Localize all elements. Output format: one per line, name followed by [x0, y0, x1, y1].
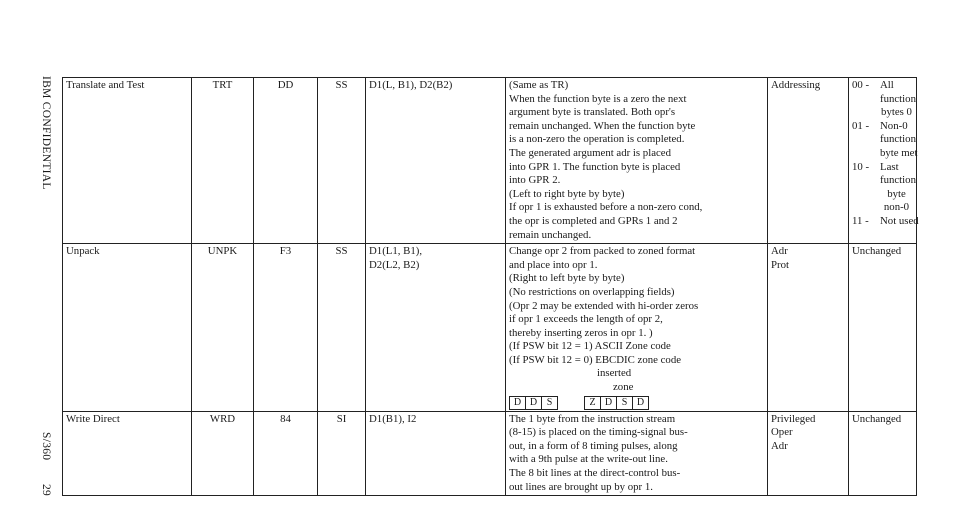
opcode: DD — [254, 78, 318, 244]
exception-item: Addressing — [771, 79, 821, 91]
format-diagram — [509, 396, 764, 410]
cc-entry — [852, 161, 913, 175]
description-line: When the function byte is a zero the next — [509, 92, 687, 105]
format-box: S — [546, 396, 553, 408]
table-row-trt — [63, 78, 917, 244]
cc-entry — [852, 92, 916, 107]
format-box: S — [617, 397, 633, 409]
cc-code — [852, 133, 878, 147]
description-line: the opr is completed and GPRs 1 and 2 — [509, 214, 678, 227]
condition-code: Unchanged — [849, 411, 917, 496]
cc-text: bytes 0 — [881, 106, 912, 119]
format-box: D — [510, 397, 526, 409]
condition-code: Unchanged — [849, 244, 917, 412]
cc-text: Non-0 — [880, 119, 908, 132]
format: SI — [318, 411, 366, 496]
exception-item: Prot — [771, 258, 789, 271]
description-line: (No restrictions on overlapping fields) — [509, 285, 675, 298]
cc-entry — [852, 79, 913, 93]
description — [506, 411, 768, 496]
table-row-unpk — [63, 244, 917, 412]
cc-text: non-0 — [883, 201, 910, 214]
description-line: remain unchanged. — [509, 228, 592, 241]
description-line: (If PSW bit 12 = 1) ASCII Zone code — [509, 340, 671, 353]
description-line: (Right to left byte by byte) — [509, 272, 625, 285]
operand-line: D1(L1, B1), — [369, 245, 423, 258]
cc-code — [852, 93, 878, 107]
cc-code: 00 - — [852, 79, 870, 91]
cc-text: function — [880, 92, 916, 105]
zoned-format-boxes — [584, 396, 649, 410]
mnemonic: UNPK — [192, 244, 254, 412]
zone-label: zone — [613, 381, 634, 394]
exceptions — [768, 411, 849, 496]
cc-text: function — [880, 174, 916, 187]
description-line: and place into opr 1. — [509, 258, 598, 271]
cc-text: byte — [887, 187, 906, 200]
format-box: D — [526, 397, 542, 409]
cc-entry — [852, 146, 918, 161]
description-line: (Opr 2 may be extended with hi-order zeros — [509, 299, 699, 312]
operand-line: D2(L2, B2) — [369, 258, 420, 271]
series-label: S/360 — [40, 432, 52, 461]
confidential-label: IBM CONFIDENTIAL — [40, 76, 52, 190]
exceptions — [768, 244, 849, 412]
description-line: (If PSW bit 12 = 0) EBCDIC zone code — [509, 353, 682, 366]
instruction-name: Unpack — [63, 244, 192, 412]
cc-code — [852, 201, 878, 215]
cc-code: 01 - — [852, 119, 870, 132]
description-line: (Left to right byte by byte) — [509, 187, 625, 200]
cc-code — [852, 106, 878, 120]
description-line: with a 9th pulse at the write-out line. — [509, 453, 668, 466]
description-line: out, in a form of 8 timing pulses, along — [509, 439, 678, 452]
operand-line: D1(B1), I2 — [369, 412, 417, 425]
cc-entry — [852, 174, 916, 188]
cc-code: 10 - — [852, 160, 870, 173]
operands — [366, 411, 506, 496]
cc-code — [852, 188, 878, 202]
operand-line: D1(L, B1), D2(B2) — [369, 79, 453, 91]
exception-item: Privileged — [771, 412, 816, 425]
exception-item: Adr — [771, 439, 788, 452]
description-line: Change opr 2 from packed to zoned format — [509, 245, 696, 258]
cc-entry — [852, 214, 919, 229]
instruction-name: Translate and Test — [63, 78, 192, 244]
exception-item: Oper — [771, 426, 793, 439]
cc-entry — [852, 120, 913, 134]
condition-code — [849, 78, 917, 244]
cc-text: Not used — [880, 214, 919, 227]
description-line: remain unchanged. When the function byte — [509, 119, 696, 132]
description-line: out lines are brought up by opr 1. — [509, 480, 653, 493]
description-line: into GPR 1. The function byte is placed — [509, 160, 681, 173]
format-box: Z — [585, 397, 601, 409]
packed-format-boxes — [509, 396, 558, 410]
cc-entry — [852, 188, 913, 202]
opcode: F3 — [254, 244, 318, 412]
description-line: The 8 bit lines at the direct-control bus- — [509, 467, 681, 480]
operands — [366, 244, 506, 412]
description-line: if opr 1 exceeds the length of opr 2, — [509, 313, 663, 326]
cc-entry — [852, 133, 916, 147]
format-box: D — [601, 397, 617, 409]
description-line: The 1 byte from the instruction stream — [509, 412, 676, 425]
description-line: into GPR 2. — [509, 174, 561, 187]
cc-code — [852, 147, 878, 161]
exceptions — [768, 78, 849, 244]
description-line: (Same as TR) — [509, 79, 569, 91]
cc-code — [852, 174, 878, 188]
description-line: If opr 1 is exhausted before a non-zero cond, — [509, 201, 703, 214]
table-row-wrd — [63, 411, 917, 496]
description-line: argument byte is translated. Both opr's — [509, 106, 676, 119]
cc-text: byte met — [880, 146, 918, 159]
cc-code: 11 - — [852, 214, 869, 227]
instruction-name: Write Direct — [63, 411, 192, 496]
page-number: 29 — [40, 484, 52, 497]
cc-text: All — [880, 79, 894, 91]
cc-entry — [852, 106, 913, 120]
cc-entry — [852, 201, 913, 215]
format: SS — [318, 78, 366, 244]
description-line: The generated argument adr is placed — [509, 146, 671, 159]
format-box: D — [636, 396, 645, 408]
description-line: is a non-zero the operation is completed. — [509, 133, 685, 146]
description-line: thereby inserting zeros in opr 1. ) — [509, 326, 653, 339]
instruction-table — [62, 77, 917, 496]
cc-text: Last — [880, 160, 899, 173]
inserted-label: inserted — [597, 367, 632, 380]
mnemonic: TRT — [192, 78, 254, 244]
description — [506, 244, 768, 412]
cc-text: function — [880, 133, 916, 146]
description-line: (8-15) is placed on the timing-signal bus- — [509, 426, 688, 439]
opcode: 84 — [254, 411, 318, 496]
mnemonic: WRD — [192, 411, 254, 496]
exception-item: Adr — [771, 245, 788, 258]
operands — [366, 78, 506, 244]
description — [506, 78, 768, 244]
format: SS — [318, 244, 366, 412]
